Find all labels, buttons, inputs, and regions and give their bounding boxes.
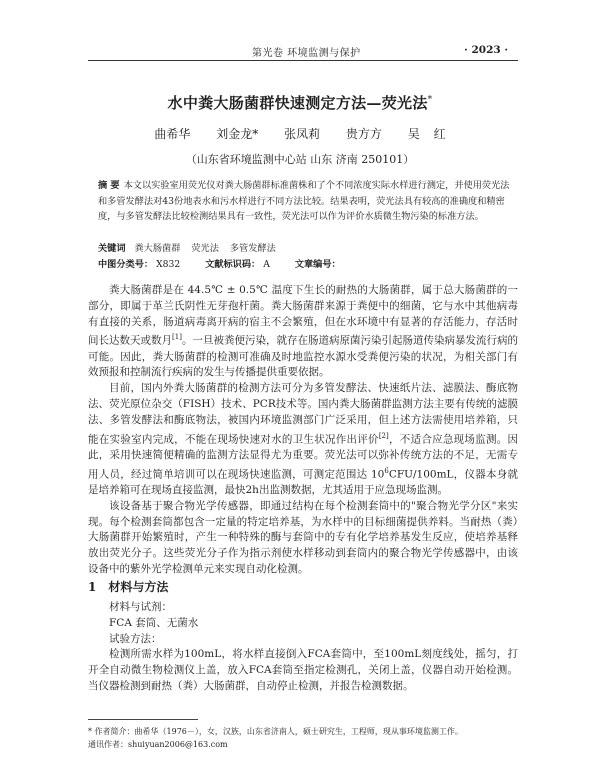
abstract-text: 本文以实验室用荧光仪对粪大肠菌群标准菌株和了个不同浓度实际水样进行测定，并使用荧光法和多管发酵法对43份地表水和污水样进行不同方法比较。结果表明，荧光法具有较高的准确度和精密度，与多管发酵法比较检测结果具有一致性，荧光法可以作为评价水质微生物污染的标准方法。 (98, 180, 510, 222)
article-number-label: 文章编号： (294, 259, 341, 270)
article-title-text: 水中粪大肠菌群快速测定方法—荧光法 (167, 94, 428, 112)
footnote-author: * 作者简介：曲希华（1976－），女，汉族，山东省济南人，硕士研究生，工程师，现从事环境监测工作。 (88, 727, 463, 736)
author: 刘金龙* (216, 127, 259, 141)
exponent: 6 (384, 466, 389, 475)
paragraph-text: 。一旦被粪便污染，就存在肠道病原菌污染引起肠道传染病暴发流行病的可能。因此，粪大肠菌群的检测可准确及时地监控水源水受粪便污染的状况，为相关部门有效预报和控制流行疾病的发生与传播提供重要依据。 (88, 334, 518, 379)
citation: [1] (172, 333, 182, 342)
steps-text: 检测所需水样为100mL，将水样直接倒入FCA套筒中，至100mL刻度线处，摇匀，打开全自动微生物检测仪上盖，放入FCA套筒至指定检测孔，关闭上盖，仪器自动开始检测。当仪器检测到耐热（粪）大肠菌群，自动停止检测，并报告检测数据。 (88, 648, 518, 692)
journal-year: · 2023 · (464, 44, 508, 56)
author: 贵方方 (345, 127, 382, 141)
title-mark: * (427, 95, 433, 105)
author: 张凤莉 (284, 127, 321, 141)
keyword: 粪大肠菌群 (134, 243, 181, 254)
paragraph-text: 目前，国内外粪大肠菌群的检测方法可分为多管发酵法、快速纸片法、滤膜法、酶底物法、荧光原位杂交（FISH）技术、PCR技术等。国内粪大肠菌群监测方法主要有传统的滤膜法、多管发酵法和酶底物法，被国内环境监测部门广泛采用，但上述方法需使用培养箱，只能在实验室内完成，不能在现场快速对水的卫生状况作出评价 (88, 382, 518, 446)
paragraph (88, 283, 518, 381)
footnote-email: 通讯作者：shuiyuan2006@163.com (88, 740, 228, 749)
doc-code-value: A (263, 259, 270, 270)
clc-value: X832 (156, 259, 181, 270)
article-title (0, 92, 600, 113)
methods-text (88, 600, 518, 695)
section-heading (88, 578, 168, 595)
keyword: 荧光法 (191, 243, 219, 254)
paragraph: 该设备基于聚合物光学传感器，即通过结构在每个检测套筒中的"聚合物光学分区"来实现。每个检测套筒都包含一定量的特定培养基，为水样中的目标细菌提供养料。当耐热（粪）大肠菌群开始繁殖时，产生一种特殊的酶与套筒中的专有化学培养基发生反应，使培养基释放出荧光分子。这些荧光分子作为指示剂使水样移动到套筒内的聚合物光学传感器中，由该设备中的紫外光学检测单元来实现自动化检测。 (88, 499, 518, 576)
affiliation: （山东省环境监测中心站 山东 济南 250101） (185, 153, 415, 166)
footnote-rule (88, 719, 198, 720)
section-title: 材料与方法 (108, 580, 169, 594)
steps-label: 试验方法： (109, 632, 162, 645)
keyword: 多管发酵法 (229, 243, 276, 254)
abstract-label: 摘 要 (98, 180, 120, 191)
section-number: 1 (88, 580, 97, 594)
author: 曲希华 (154, 127, 191, 141)
paragraph-text: ，不适合应急现场监测。因此，采用快速简便精确的监测方法显得尤为重要。荧光法可以弥补传统方法的不足，无需专用人员，经过简单培训可以在现场快速监测，可测定范围达 10 (88, 433, 519, 481)
abstract (98, 178, 510, 225)
keywords-label: 关键词 (98, 243, 126, 254)
header-rule (88, 60, 518, 61)
citation: [2] (378, 431, 389, 440)
materials-list: FCA 套筒、无菌水 (109, 616, 199, 629)
author: 吴 红 (407, 127, 446, 141)
doc-code-label: 文献标识码： (205, 259, 261, 270)
body-text (88, 283, 518, 578)
materials-label: 材料与试剂： (109, 601, 172, 613)
paragraph-text: 粪大肠菌群是在 44.5℃ ± 0.5℃ 温度下生长的耐热的大肠菌群，属于总大肠菌群的一部分，即属于革兰氏阴性无芽孢杆菌。粪大肠菌群来源于粪便中的细菌，它与水中其他病毒有直接的关系，肠道病毒离开病的宿主不会繁殖，但在水环境中有显著的存活能力，存活时间长达数天或数月 (88, 284, 518, 347)
classification (98, 256, 510, 270)
clc-label: 中图分类号： (98, 259, 154, 270)
paragraph (88, 381, 518, 499)
journal-name: 第光卷 环境监测与保护 (252, 48, 361, 59)
author-list (0, 125, 600, 142)
paragraph-text: CFU/100mL，仪器本身就是培养箱可在现场直接监测，最快2h出监测数据，尤其适用于应急现场监测。 (88, 468, 518, 497)
running-header (0, 44, 600, 58)
keywords (98, 240, 510, 254)
